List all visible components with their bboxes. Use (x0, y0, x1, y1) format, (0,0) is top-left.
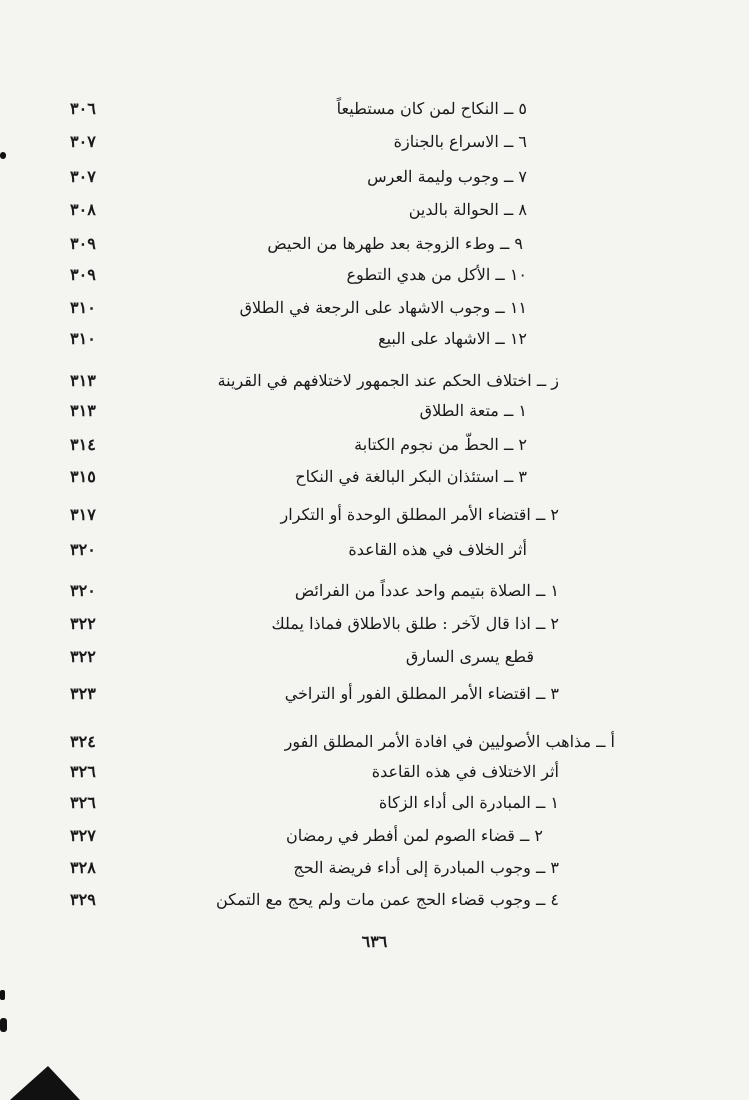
toc-row (0, 324, 749, 354)
toc-row (0, 195, 749, 225)
page-number: ٣٢٢ (70, 647, 96, 666)
toc-row (0, 853, 749, 883)
toc-entry: ٢ ــ الحطّ من نجوم الكتابة (354, 435, 527, 454)
page-number: ٣٢٣ (70, 684, 96, 703)
page-number: ٣٢٧ (70, 826, 96, 845)
toc-entry: ١١ ــ وجوب الاشهاد على الرجعة في الطلاق (239, 298, 527, 317)
toc-row (0, 430, 749, 460)
toc-entry: قطع يسرى السارق (405, 647, 534, 666)
toc-entry: أثر الاختلاف في هذه القاعدة (371, 762, 559, 781)
toc-entry: ١٢ ــ الاشهاد على البيع (378, 329, 527, 348)
page-number: ٣١٠ (70, 329, 96, 348)
page-number: ٣٢٠ (70, 581, 96, 600)
toc-entry: ٣ ــ وجوب المبادرة إلى أداء فريضة الحج (293, 858, 559, 877)
page-number: ٣١٧ (70, 505, 96, 524)
page-number: ٣٠٦ (70, 99, 96, 118)
toc-row (0, 366, 749, 396)
toc-row (0, 127, 749, 157)
page-number: ٣١٥ (70, 467, 96, 486)
page-number: ٣٢٨ (70, 858, 96, 877)
toc-row (0, 462, 749, 492)
toc-row (0, 535, 749, 565)
page-number: ٣٠٨ (70, 200, 96, 219)
toc-row (0, 788, 749, 818)
toc-entry: ٤ ــ وجوب قضاء الحج عمن مات ولم يحج مع التمكن (215, 890, 559, 909)
toc-entry: ٢ ــ اقتضاء الأمر المطلق الوحدة أو التكرار (280, 505, 559, 524)
toc-row (0, 757, 749, 787)
toc-row (0, 396, 749, 426)
page-number: ٣١٤ (70, 435, 96, 454)
toc-entry: ٥ ــ النكاح لمن كان مستطيعاً (336, 99, 527, 118)
toc-entry: ٢ ــ اذا قال لآخر : طلق بالاطلاق فماذا يملك (271, 614, 559, 633)
toc-entry: أثر الخلاف في هذه القاعدة (348, 540, 527, 559)
page-number: ٣١٠ (70, 298, 96, 317)
toc-entry: ٨ ــ الحوالة بالدين (408, 200, 527, 219)
toc-entry: ٦ ــ الاسراع بالجنازة (393, 132, 527, 151)
page-number: ٣٢٤ (70, 732, 96, 751)
scan-shadow (10, 1062, 80, 1100)
toc-entry: ٣ ــ اقتضاء الأمر المطلق الفور أو التراخي (284, 684, 559, 703)
page-number: ٣١٣ (70, 371, 96, 390)
toc-row (0, 576, 749, 606)
page-number: ٣١٣ (70, 401, 96, 420)
toc-row (0, 260, 749, 290)
toc-row (0, 679, 749, 709)
folio-page-number: ٦٣٦ (361, 932, 388, 951)
toc-entry: ٩ ــ وطء الزوجة بعد طهرها من الحيض (267, 234, 523, 253)
toc-row (0, 821, 749, 851)
toc-entry: ١ ــ الصلاة بتيمم واحد عدداً من الفرائض (294, 581, 559, 600)
page-number: ٣٢٦ (70, 762, 96, 781)
page-number: ٣٢٩ (70, 890, 96, 909)
toc-row (0, 642, 749, 672)
toc-entry: ١٠ ــ الأكل من هدي التطوع (346, 265, 527, 284)
toc-row (0, 229, 749, 259)
toc-entry: ١ ــ متعة الطلاق (419, 401, 527, 420)
page-number: ٣٠٩ (70, 234, 96, 253)
page-number: ٣٠٩ (70, 265, 96, 284)
toc-row (0, 500, 749, 530)
scan-mark (0, 152, 6, 159)
toc-row (0, 885, 749, 915)
toc-row (0, 609, 749, 639)
toc-row (0, 293, 749, 323)
toc-row (0, 94, 749, 124)
toc-entry: أ ــ مذاهب الأصوليين في افادة الأمر المطلق الفور (284, 732, 615, 751)
toc-entry: ز ــ اختلاف الحكم عند الجمهور لاختلافهم في القرينة (217, 371, 559, 390)
page-number: ٣٢٦ (70, 793, 96, 812)
page-number: ٣٠٧ (70, 167, 96, 186)
toc-entry: ٧ ــ وجوب وليمة العرس (367, 167, 527, 186)
page-number: ٣٠٧ (70, 132, 96, 151)
toc-entry: ١ ــ المبادرة الى أداء الزكاة (378, 793, 559, 812)
page-number: ٣٢٢ (70, 614, 96, 633)
toc-entry: ٣ ــ استئذان البكر البالغة في النكاح (295, 467, 527, 486)
toc-entry: ٢ ــ قضاء الصوم لمن أفطر في رمضان (286, 826, 543, 845)
toc-row (0, 727, 749, 757)
page-number: ٣٢٠ (70, 540, 96, 559)
scan-mark (0, 990, 5, 1000)
scan-mark (0, 1018, 7, 1032)
toc-row (0, 162, 749, 192)
